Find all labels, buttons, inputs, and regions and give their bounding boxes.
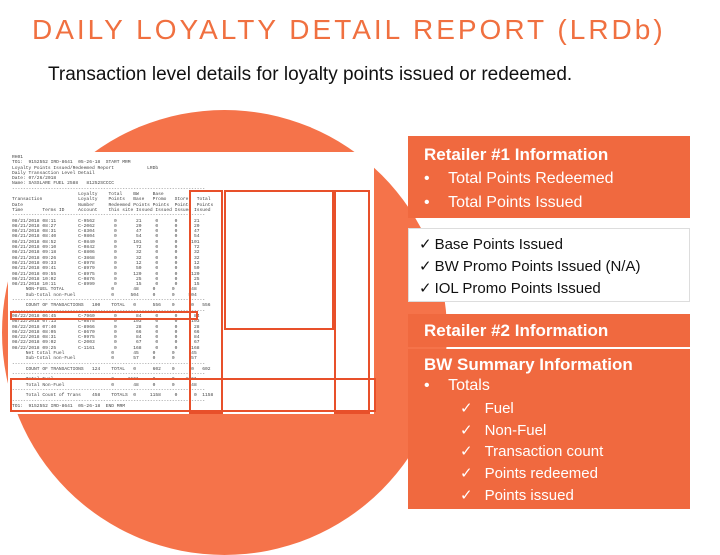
checkmark-icon: ✓ (419, 236, 432, 253)
retailer2-box (408, 314, 690, 347)
checklist-item-label: BW Promo Points Issued (N/A) (434, 258, 641, 275)
retailer1-header: Retailer #1 Information (424, 145, 609, 164)
report-text: RH01 TO1: 9152552 IRD-8641 05-26-18 START MRM Loyalty Points Issued/Redeemed Report LRDb Daily Transaction Level Detail Date: 07/26/2018 Name: SASSLARE FUEL 2588 81252SCCCC ---------------------------------------------------------------------- Loyalty Total BW Base Transaction Loyalty Points Base Promo Store Total Date Number Redeemed Points Points Points Points Time Terms ID Account this site Issued Issued Issued Issued ---------------------------------------------------------------------- 08/21/2018 08:11 C-9562 0 21 0 0 21 08/21/2018 08:27 C-2062 0 20 0 0 20 08/21/2018 08:31 C-8304 0 47 0 0 47 08/21/2018 08:40 C-9804 0 54 0 0 54 08/21/2018 08:52 C-0840 0 101 0 0 101 08/21/2018 09:10 C-0842 0 72 0 0 72 08/21/2018 09:18 C-8806 0 32 0 0 32 08/21/2018 09:26 C-3868 0 32 0 0 32 08/21/2018 09:33 C-8978 0 12 0 0 12 08/21/2018 09:41 C-8979 0 50 0 0 50 08/21/2018 09:55 C-8975 0 120 0 0 120 08/21/2018 10:02 C-0876 0 25 0 0 25 08/21/2018 10:11 C-8999 0 15 0 0 15 NON-FUEL TOTAL 0 48 0 0 48 Sub-total non-Fuel 0 504 0 0 504 ---------------------------------------------------------------------- COUNT OF TRANSACTIONS 100 TOTAL 0 556 0 0 556 ---------------------------------------------------------------------- 08/22/2018 06:45 C-7960 0 84 0 0 84 08/22/2018 07:13 C-0875 0 103 0 0 103 08/22/2018 07:40 C-8966 0 28 0 0 28 08/22/2018 08:05 C-8670 0 66 0 0 66 08/22/2018 08:31 C-9975 0 84 0 0 84 08/22/2018 09:02 C-2003 0 67 0 0 67 08/22/2018 09:25 C-1161 0 168 0 0 168 Net total Fuel 0 45 0 0 45 Sub-total non-Fuel 0 57 0 0 57 ---------------------------------------------------------------------- COUNT OF TRANSACTIONS 124 TOTAL 0 602 0 0 602 ---------------------------------------------------------------------- Total Fuel 0 1161 0 0 1161 Total Non-Fuel 0 48 0 0 48 ---------------------------------------------------------------------- Total Count of Trans 458 TOTALS 0 1158 0 0 1158 ---------------------------------------------------------------------- TO1: 9152552 IRD-8641 05-26-18 END MRM (12, 155, 214, 409)
bw-summary-item-label: Points issued (484, 487, 574, 504)
highlight-retailer2-row (10, 311, 198, 320)
bw-summary-item (460, 421, 546, 439)
retailer1-bullet-label: Total Points Redeemed (448, 170, 614, 187)
checkmark-icon: ✓ (460, 443, 473, 460)
retailer2-header: Retailer #2 Information (424, 321, 609, 340)
bw-summary-item-label: Transaction count (484, 443, 604, 460)
checkmark-icon: ✓ (460, 487, 473, 504)
page-title: DAILY LOYALTY DETAIL REPORT (LRDb) (32, 14, 666, 45)
bw-summary-item-label: Fuel (484, 400, 514, 417)
retailer1-bullet-label: Total Points Issued (448, 194, 583, 211)
highlight-bw-summary (10, 378, 376, 412)
retailer1-bullet (424, 170, 614, 188)
bullet-dot: • (424, 194, 430, 211)
checkmark-icon: ✓ (460, 400, 473, 417)
retailer1-box (408, 136, 690, 218)
bw-summary-header: BW Summary Information (424, 355, 633, 374)
checklist-item (419, 235, 563, 253)
checkmark-icon: ✓ (419, 258, 432, 275)
checkmark-icon: ✓ (419, 280, 432, 297)
bw-summary-bullet-label: Totals (448, 377, 490, 394)
highlight-points-columns (224, 190, 334, 330)
bw-summary-item (460, 442, 603, 460)
retailer1-bullet (424, 194, 582, 212)
bw-summary-item (460, 486, 574, 504)
checklist-item-label: Base Points Issued (434, 236, 563, 253)
bw-summary-bullet (424, 377, 490, 395)
checkmark-icon: ✓ (460, 465, 473, 482)
bw-summary-box (408, 349, 690, 509)
checklist-item-label: IOL Promo Points Issued (434, 280, 601, 297)
bullet-dot: • (424, 377, 430, 394)
bw-summary-item (460, 399, 514, 417)
bullet-dot: • (424, 170, 430, 187)
points-checklist-box (408, 228, 690, 302)
bw-summary-item-label: Non-Fuel (484, 422, 547, 439)
bw-summary-item-label: Points redeemed (484, 465, 598, 482)
page-subtitle: Transaction level details for loyalty points issued or redeemed. (48, 64, 573, 85)
bw-summary-item (460, 464, 598, 482)
checklist-item (419, 279, 601, 297)
checklist-item (419, 257, 640, 275)
checkmark-icon: ✓ (460, 422, 473, 439)
